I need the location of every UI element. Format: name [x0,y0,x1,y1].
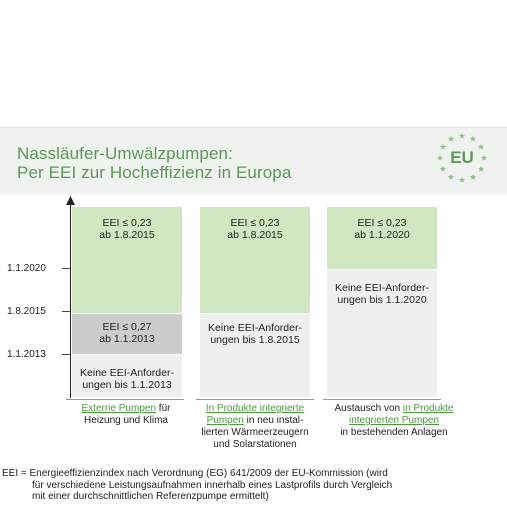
eu-star-icon [481,155,487,161]
eu-star-icon [470,174,476,180]
eu-star-icon [448,136,454,142]
col2-box-no-requirement [200,314,310,397]
col1-box1-line2: ab 1.8.2015 [99,229,155,241]
eu-star-icon [459,133,465,139]
col1-label [62,403,190,427]
col1-box1-line1: EEI ≤ 0,23 [102,217,152,229]
col2-baseline [196,399,314,400]
col2-box1-line2: ab 1.8.2015 [227,229,283,241]
col1-box-no-requirement [72,355,182,397]
col2-box-eei-023 [200,207,310,313]
date-label-2013: 1.1.2013 [7,349,46,360]
date-label-2020: 1.1.2020 [7,263,46,274]
col3-label-link2[interactable]: integrierten Pumpen [348,415,440,426]
eu-logo-text: EU [450,148,474,167]
col3-baseline [323,399,441,400]
col2-box2-line1: Keine EEI-Anforder- [208,322,302,334]
tick-2020 [62,268,70,269]
col3-box2-line1: Keine EEI-Anforder- [335,282,429,294]
eu-star-icon [470,136,476,142]
col2-box1-line1: EEI ≤ 0,23 [230,217,280,229]
col3-box2-line2: ungen bis 1.1.2020 [337,294,427,306]
tick-2015 [62,311,70,312]
col3-box1-line1: EEI ≤ 0,23 [357,217,407,229]
time-axis [70,203,71,398]
col3-box1-line2: ab 1.1.2020 [354,229,410,241]
page-title-line2: Per EEI zur Hocheffizienz in Europa [17,163,292,182]
col1-label-link[interactable]: Externe Pumpen [81,403,157,414]
col2-label-rest1: in neu instal- [243,415,304,426]
col3-label-link1[interactable]: in Produkte [402,403,454,414]
eu-star-icon [437,155,443,161]
eu-star-icon [448,174,454,180]
col1-box3-line1: Keine EEI-Anforder- [80,367,174,379]
footnote-line2: für verschiedene Leistungsaufnahmen innerhalb eines Lastprofils durch Vergleich [32,479,393,491]
eu-star-icon [478,144,484,150]
col2-label-rest3: und Solarstationen [213,439,297,450]
axis-arrow-icon [66,196,75,205]
col1-box-eei-027 [72,314,182,354]
col1-label-rest1: für [156,403,171,414]
date-label-2015: 1.8.2015 [7,306,46,317]
col2-label-link1[interactable]: In Produkte integrierte [205,403,305,414]
col1-label-rest2: Heizung und Klima [84,415,168,426]
eu-star-icon [440,166,446,172]
col1-box2-line2: ab 1.1.2013 [99,333,155,345]
col2-label [190,403,320,451]
col3-label-pre: Austausch von [334,403,403,414]
eu-star-icon [478,166,484,172]
footnote-line3: mit einer durchschnittlichen Referenzpumpe ermittelt) [32,491,269,502]
footnote-line1: EEI = Energieeffizienzindex nach Verordnung (EG) 641/2009 der EU-Kommission (wird [2,468,388,479]
eu-logo [433,129,491,187]
tick-2013 [62,354,70,355]
col3-box-eei-023 [327,207,437,269]
col1-box3-line2: ungen bis 1.1.2013 [82,379,172,391]
col3-label-rest: in bestehenden Anlagen [340,427,448,438]
col3-box-no-requirement [327,270,437,397]
col2-box2-line2: ungen bis 1.8.2015 [210,334,300,346]
eu-star-icon [440,144,446,150]
col1-baseline [66,399,184,400]
col1-box2-line1: EEI ≤ 0,27 [102,321,152,333]
col1-box-eei-023 [72,207,182,313]
footnote [2,468,502,503]
col3-label [318,403,470,439]
eu-star-icon [459,177,465,183]
page-title-line1: Nassläufer-Umwälzpumpen: [17,144,233,163]
col2-label-link2[interactable]: Pumpen [206,415,244,426]
col2-label-rest2: lierten Wärmeerzeugern [201,427,309,438]
